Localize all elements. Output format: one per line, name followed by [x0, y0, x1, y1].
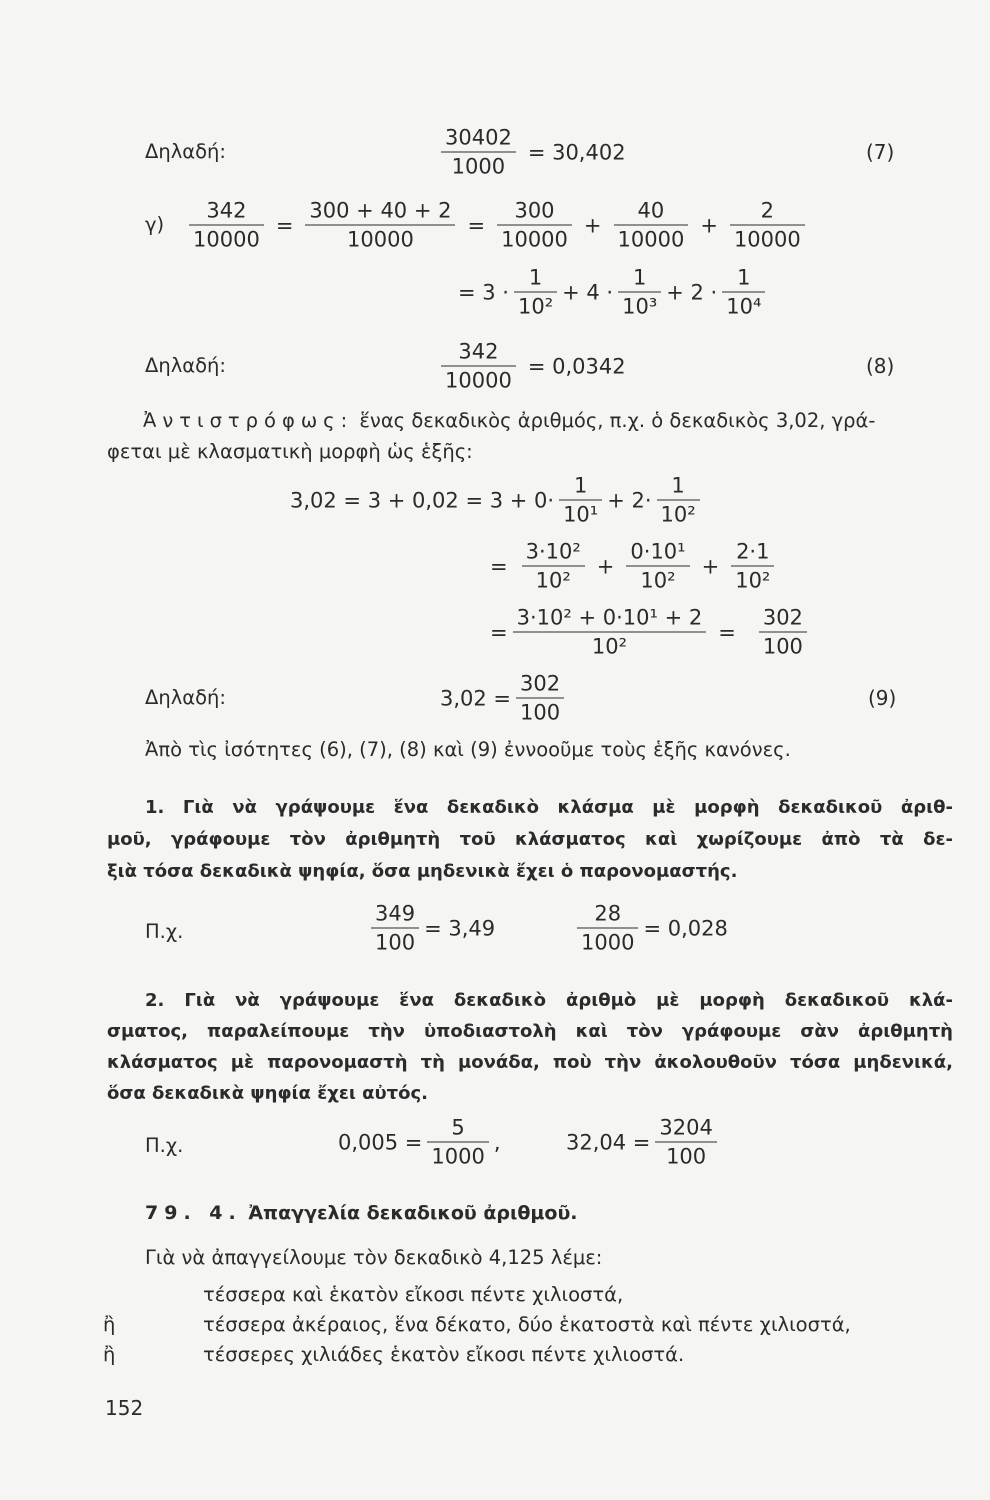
rule-text: ξιὰ τόσα δεκαδικὰ ψηφία, ὅσα μηδενικὰ ἔχει ὁ παρονομαστής.	[107, 861, 738, 882]
equation-expression	[458, 264, 770, 321]
numerator: 28	[577, 900, 638, 929]
fraction	[722, 264, 765, 321]
fraction	[655, 1114, 716, 1171]
equation-expression	[436, 338, 633, 395]
fraction	[731, 538, 774, 595]
recital-option-prefix: ἢ	[103, 1343, 116, 1366]
fraction	[559, 472, 602, 529]
denominator: 10000	[733, 227, 801, 252]
numerator: 1	[559, 472, 602, 501]
denominator: 100	[762, 634, 803, 659]
fraction	[626, 538, 689, 595]
denominator: 10¹	[563, 502, 599, 527]
fraction	[514, 264, 557, 321]
equation-rhs: = 0,0342	[527, 354, 626, 378]
fraction	[189, 197, 264, 254]
numerator: 1	[722, 264, 765, 293]
denominator: 10²	[735, 568, 771, 593]
denominator: 10²	[591, 634, 627, 659]
denominator: 10000	[501, 227, 568, 252]
operator: =	[490, 554, 508, 578]
paragraph-text	[143, 407, 875, 435]
operator: + 2·	[607, 488, 652, 512]
operator: =	[490, 620, 508, 644]
fraction	[427, 1114, 488, 1171]
denominator: 1000	[451, 154, 506, 179]
fraction	[614, 197, 689, 254]
fraction	[441, 124, 516, 181]
fraction	[371, 900, 419, 957]
example-label: Π.χ.	[145, 1134, 184, 1157]
denominator: 10000	[347, 227, 414, 252]
numerator: 342	[189, 197, 264, 226]
operator: =	[467, 213, 486, 237]
denominator: 10²	[640, 568, 676, 593]
example-label: Π.χ.	[145, 920, 184, 943]
equation-number: (7)	[866, 140, 895, 164]
equation-number: (9)	[868, 686, 897, 710]
rule-text: 2. Γιὰ νὰ γράψουμε ἕνα δεκαδικὸ ἀριθμὸ μὲ μορφὴ δεκαδικοῦ κλά-	[145, 990, 953, 1011]
recital-option-prefix: ἢ	[103, 1313, 116, 1336]
item-label: γ)	[145, 213, 165, 236]
numerator: 40	[614, 197, 689, 226]
denominator: 10⁴	[726, 294, 762, 319]
numerator: 5	[427, 1114, 488, 1143]
equation-expression	[440, 670, 569, 727]
fraction	[577, 900, 638, 957]
section-number: 79. 4.	[145, 1202, 242, 1224]
numerator: 1	[657, 472, 700, 501]
paragraph-text: Γιὰ νὰ ἀπαγγείλουμε τὸν δεκαδικὸ 4,125 λέμε:	[145, 1246, 603, 1269]
fraction	[497, 197, 572, 254]
denominator: 10²	[660, 502, 696, 527]
fraction	[522, 538, 585, 595]
example-expression	[338, 1114, 501, 1171]
numerator: 300	[497, 197, 572, 226]
recital-option-text: τέσσερα καὶ ἑκατὸν εἴκοσι πέντε χιλιοστά,	[203, 1283, 624, 1306]
recital-option-text: τέσσερα ἀκέραιος, ἕνα δέκατο, δύο ἑκατοστὰ καὶ πέντε χιλιοστά,	[203, 1313, 851, 1336]
numerator: 302	[516, 670, 564, 699]
paragraph-text: φεται μὲ κλασματικὴ μορφὴ ὡς ἑξῆς:	[107, 440, 473, 463]
rule-text: ὅσα δεκαδικὰ ψηφία ἔχει αὐτός.	[107, 1083, 429, 1104]
numerator: 349	[371, 900, 419, 929]
rule-text: μοῦ, γράφουμε τὸν ἀριθμητὴ τοῦ κλάσματος καὶ χωρίζουμε ἀπὸ τὰ δε-	[107, 829, 953, 850]
fraction	[305, 197, 455, 254]
numerator: 342	[441, 338, 516, 367]
equation-label: Δηλαδή:	[145, 354, 226, 377]
denominator: 10²	[517, 294, 554, 319]
equation-expression	[490, 604, 812, 661]
equation-lhs: 3,02 =	[440, 686, 512, 710]
operator: +	[700, 213, 718, 237]
example-expression	[366, 900, 495, 957]
equation-expression	[490, 538, 779, 595]
denominator: 10³	[622, 294, 658, 319]
operator: + 4 ·	[562, 280, 614, 304]
equation-number: (8)	[866, 354, 895, 378]
operator: +	[583, 213, 602, 237]
equation-expression	[184, 197, 810, 254]
numerator: 1	[514, 264, 557, 293]
numerator: 0·10¹	[626, 538, 689, 567]
numerator: 2	[730, 197, 805, 226]
numerator: 2·1	[731, 538, 774, 567]
numerator: 1	[618, 264, 661, 293]
equation-rhs: = 30,402	[527, 140, 626, 164]
equation-lhs: 3,02 = 3 + 0,02 = 3 + 0·	[290, 488, 555, 512]
equation-expression	[436, 124, 633, 181]
operator: +	[701, 554, 720, 578]
denominator: 1000	[581, 930, 635, 955]
section-title-text: Ἀπαγγελία δεκαδικοῦ ἀριθμοῦ.	[248, 1202, 578, 1224]
numerator: 300 + 40 + 2	[305, 197, 455, 226]
section-title	[145, 1199, 578, 1227]
fraction	[657, 472, 700, 529]
paragraph-text: Ἀπὸ τὶς ἰσότητες (6), (7), (8) καὶ (9) ἐννοοῦμε τοὺς ἑξῆς κανόνες.	[145, 738, 791, 761]
fraction	[441, 338, 516, 395]
equation-rhs: = 3,49	[424, 916, 496, 940]
denominator: 10000	[617, 227, 685, 252]
spaced-lead-word: Ἀντιστρόφως:	[143, 409, 354, 432]
operator: = 3 ·	[458, 280, 509, 304]
equation-lhs: 0,005 =	[338, 1130, 423, 1154]
numerator: 3204	[655, 1114, 716, 1143]
denominator: 10000	[445, 368, 512, 393]
numerator: 3·10² + 0·10¹ + 2	[513, 604, 707, 633]
numerator: 302	[759, 604, 807, 633]
equation-label: Δηλαδή:	[145, 686, 226, 709]
operator: =	[718, 620, 736, 644]
rule-text: 1. Γιὰ νὰ γράψουμε ἕνα δεκαδικὸ κλάσμα μὲ μορφὴ δεκαδικοῦ ἀριθ-	[145, 797, 953, 818]
recital-option-text: τέσσερες χιλιάδες ἑκατὸν εἴκοσι πέντε χιλιοστά.	[203, 1343, 685, 1366]
example-expression	[566, 1114, 722, 1171]
fraction	[516, 670, 564, 727]
denominator: 100	[375, 930, 416, 955]
equation-label: Δηλαδή:	[145, 140, 226, 163]
rule-text: σματος, παραλείπουμε τὴν ὑποδιαστολὴ καὶ τὸν γράφουμε σὰν ἀριθμητὴ	[107, 1021, 953, 1042]
numerator: 30402	[441, 124, 516, 153]
equation-lhs: 32,04 =	[566, 1130, 651, 1154]
rule-text: κλάσματος μὲ παρονομαστὴ τὴ μονάδα, ποὺ τὴν ἀκολουθοῦν τόσα μηδενικά,	[107, 1052, 953, 1073]
example-expression	[572, 900, 728, 957]
fraction	[759, 604, 807, 661]
fraction	[730, 197, 805, 254]
denominator: 10²	[535, 568, 571, 593]
operator: +	[596, 554, 615, 578]
denominator: 10000	[193, 227, 260, 252]
numerator: 3·10²	[522, 538, 585, 567]
denominator: 100	[520, 700, 561, 725]
equation-expression	[290, 472, 705, 529]
separator: ,	[493, 1130, 501, 1154]
operator: + 2 ·	[666, 280, 718, 304]
fraction	[513, 604, 707, 661]
denominator: 1000	[431, 1144, 485, 1169]
page-number: 152	[105, 1396, 144, 1420]
paragraph-text-rest: ἕνας δεκαδικὸς ἀριθμός, π.χ. ὁ δεκαδικὸς 3,02, γρά-	[359, 409, 876, 432]
operator: =	[275, 213, 294, 237]
denominator: 100	[666, 1144, 707, 1169]
fraction	[618, 264, 661, 321]
equation-rhs: = 0,028	[643, 916, 728, 940]
